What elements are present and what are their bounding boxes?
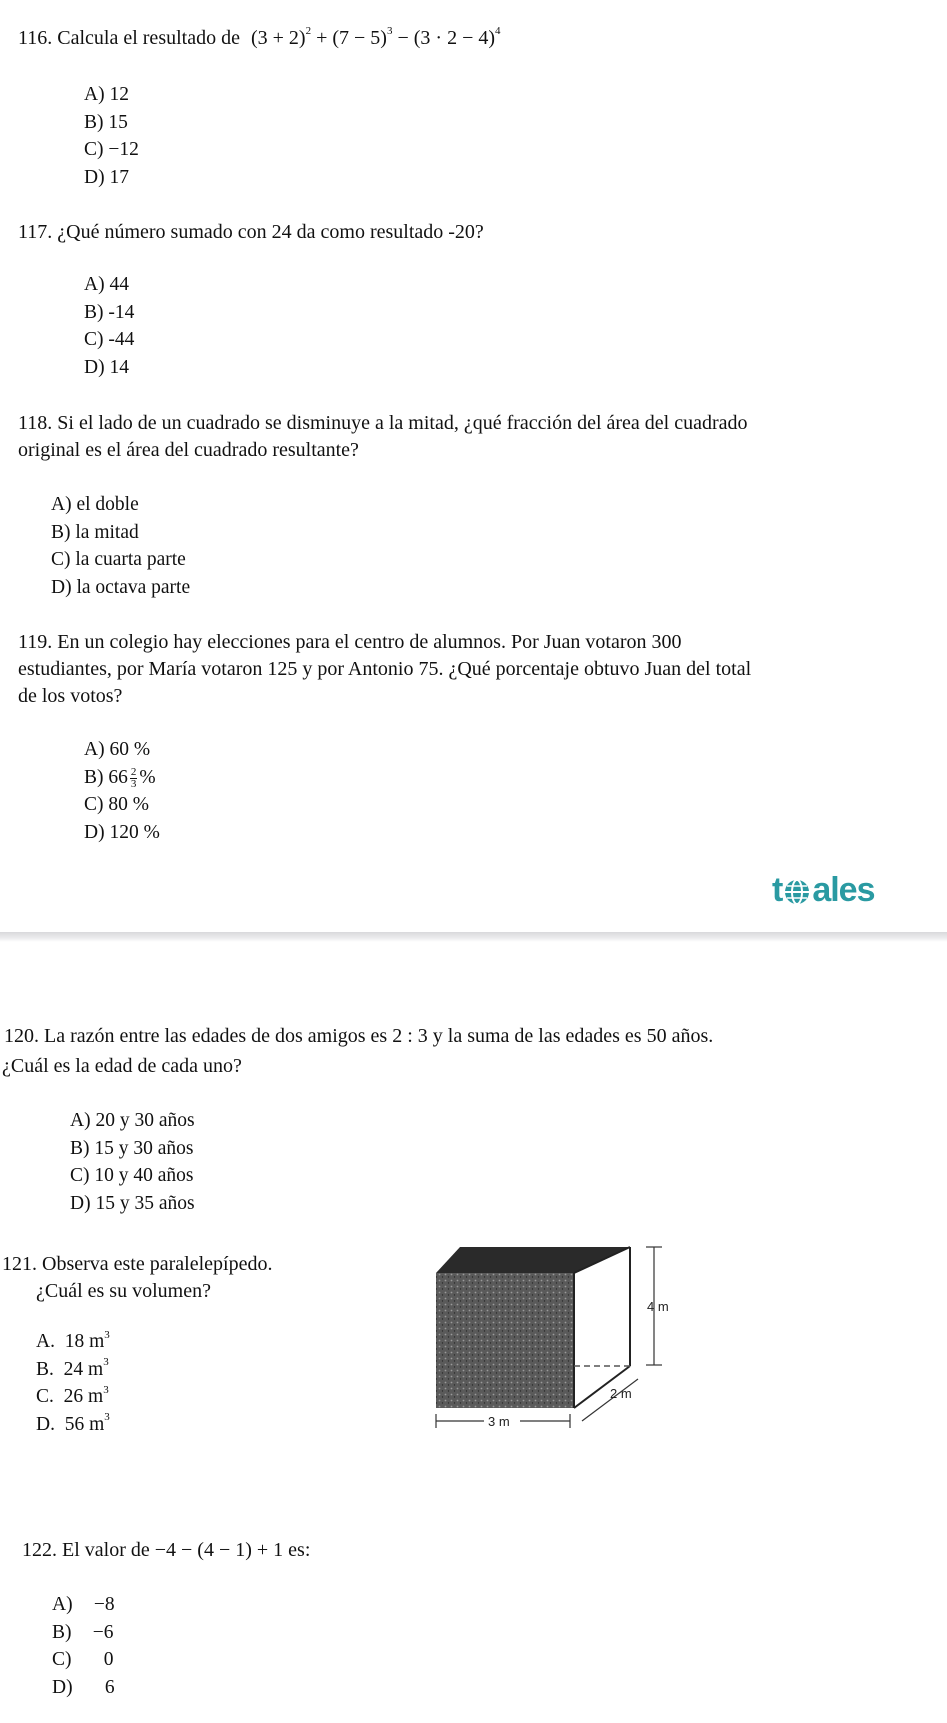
question-120-options bbox=[70, 1107, 195, 1217]
question-119-line-3: de los votos? bbox=[18, 685, 123, 707]
globe-icon bbox=[782, 877, 812, 907]
question-118-line-1: 118. Si el lado de un cuadrado se disminuye a la mitad, ¿qué fracción del área del cuadrado bbox=[18, 412, 748, 434]
page-separator bbox=[0, 932, 947, 942]
option-a[interactable]: A) el doble bbox=[51, 494, 139, 515]
option-b[interactable]: B. 24 $m^3$ bbox=[36, 1356, 109, 1380]
question-119-line-2: estudiantes, por María votaron 125 y por Antonio 75. ¿Qué porcentaje obtuvo Juan del total bbox=[18, 658, 752, 680]
option-c[interactable]: C) 0 bbox=[52, 1649, 114, 1670]
question-116 bbox=[18, 24, 501, 52]
question-117-options bbox=[84, 271, 134, 381]
option-c[interactable]: C) 10 y 40 años bbox=[70, 1165, 194, 1186]
option-a[interactable]: A) 60 % bbox=[84, 739, 151, 760]
option-d[interactable]: D) 15 y 35 años bbox=[70, 1192, 195, 1214]
brand-logo: t ales bbox=[772, 871, 875, 909]
option-a[interactable]: A. 18 $m^3$ bbox=[36, 1328, 110, 1352]
option-d[interactable]: D) la octava parte bbox=[51, 576, 191, 598]
question-122-text: 122. El valor de −4 − (4 − 1) + 1 es: bbox=[22, 1539, 311, 1561]
question-121-options bbox=[36, 1328, 110, 1438]
question-117-text: 117. ¿Qué número sumado con 24 da como resultado -20? bbox=[18, 221, 484, 243]
depth-label: 2 m bbox=[610, 1386, 632, 1401]
height-label: 4 m bbox=[647, 1299, 669, 1314]
parallelepiped-figure bbox=[432, 1243, 682, 1433]
question-121-line-1: 121. Observa este paralelepípedo. bbox=[2, 1253, 273, 1275]
question-121-line-2: ¿Cuál es su volumen? bbox=[36, 1280, 211, 1302]
option-b[interactable]: B) 15 y 30 años bbox=[70, 1137, 194, 1159]
option-a[interactable]: A) 20 y 30 años bbox=[70, 1110, 195, 1131]
option-a[interactable]: A) 44 bbox=[84, 274, 129, 295]
cube-front-face bbox=[436, 1273, 574, 1408]
option-b[interactable]: B) 15 bbox=[84, 111, 128, 133]
option-b[interactable]: B) -14 bbox=[84, 301, 135, 323]
option-d[interactable]: D) 14 bbox=[84, 356, 129, 378]
option-c[interactable]: C) -44 bbox=[84, 329, 135, 350]
fraction: $\frac{2}{3}$ bbox=[130, 765, 137, 790]
option-c[interactable]: C) la cuarta parte bbox=[51, 549, 186, 570]
question-120-line-2: ¿Cuál es la edad de cada uno? bbox=[2, 1055, 242, 1077]
question-122-options bbox=[52, 1591, 115, 1701]
option-b[interactable]: B) −6 bbox=[52, 1621, 114, 1643]
question-118-options bbox=[51, 491, 190, 601]
question-118-line-2: original es el área del cuadrado resultante? bbox=[18, 439, 359, 461]
option-d[interactable]: D) 6 bbox=[52, 1676, 115, 1698]
option-b[interactable]: B) 66 $\frac{2}{3}$ % bbox=[84, 765, 156, 790]
option-d[interactable]: D) 120 % bbox=[84, 821, 160, 843]
question-119-options bbox=[84, 736, 160, 846]
question-116-expression: $(3 + 2)^2 + (7 - 5)^3 - (3 \cdot 2 - 4)^4$ bbox=[250, 25, 501, 49]
option-c[interactable]: C. 26 $m^3$ bbox=[36, 1383, 109, 1407]
option-c[interactable]: C) −12 bbox=[84, 139, 139, 160]
width-label: 3 m bbox=[488, 1414, 510, 1429]
question-120-line-1: 120. La razón entre las edades de dos amigos es 2 : 3 y la suma de las edades es 50 años. bbox=[4, 1025, 714, 1047]
option-d[interactable]: D) 17 bbox=[84, 166, 129, 188]
question-116-text: 116. Calcula el resultado de bbox=[18, 27, 240, 49]
question-116-options bbox=[84, 81, 139, 191]
option-a[interactable]: A) −8 bbox=[52, 1594, 115, 1615]
option-b[interactable]: B) la mitad bbox=[51, 521, 139, 543]
option-c[interactable]: C) 80 % bbox=[84, 794, 149, 815]
question-119-line-1: 119. En un colegio hay elecciones para el centro de alumnos. Por Juan votaron 300 bbox=[18, 631, 682, 653]
option-d[interactable]: D. 56 $m^3$ bbox=[36, 1411, 110, 1435]
option-a[interactable]: A) 12 bbox=[84, 84, 129, 105]
